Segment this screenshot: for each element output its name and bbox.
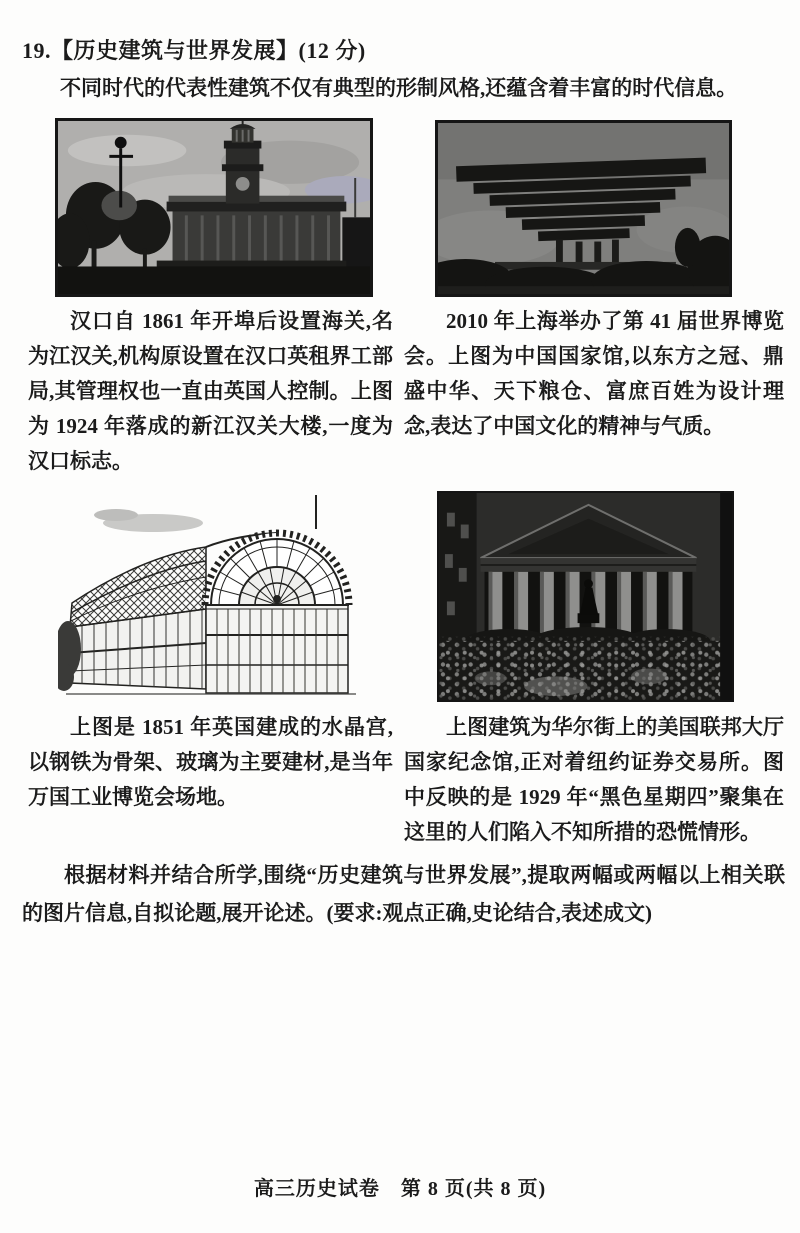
figure-federal-hall bbox=[437, 491, 734, 702]
figure-jianghan-customs-house bbox=[55, 118, 373, 297]
question-header bbox=[22, 34, 366, 65]
caption-jianghan-customs-house: 汉口自 1861 年开埠后设置海关,名为江汉关,机构原设置在汉口英租界工部局,其管理权也一直由英国人控制。上图为 1924 年落成的新江汉关大楼,一度为汉口标志。 bbox=[28, 309, 393, 473]
jianghan-customs-house-image bbox=[58, 121, 370, 294]
question-number: 19. bbox=[22, 38, 51, 63]
question-points: (12 分) bbox=[298, 38, 366, 63]
intro-paragraph: 不同时代的代表性建筑不仅有典型的形制风格,还蕴含着丰富的时代信息。 bbox=[60, 76, 738, 100]
page-footer: 高三历史试卷 第 8 页(共 8 页) bbox=[253, 1178, 547, 1200]
crystal-palace-image bbox=[58, 487, 362, 701]
china-pavilion-image bbox=[438, 123, 729, 294]
caption-china-pavilion: 2010 年上海举办了第 41 届世界博览会。上图为中国国家馆,以东方之冠、鼎盛中华、天下粮仓、富庶百姓为设计理念,表达了中国文化的精神与气质。 bbox=[404, 309, 784, 438]
task-paragraph: 根据材料并结合所学,围绕“历史建筑与世界发展”,提取两幅或两幅以上相关联的图片信息,自拟论题,展开论述。(要求:观点正确,史论结合,表述成文) bbox=[22, 863, 785, 925]
figure-china-pavilion bbox=[435, 120, 732, 297]
caption-crystal-palace: 上图是 1851 年英国建成的水晶宫,以钢铁为骨架、玻璃为主要建材,是当年万国工业博览会场地。 bbox=[28, 715, 393, 809]
caption-federal-hall: 上图建筑为华尔街上的美国联邦大厅国家纪念馆,正对着纽约证券交易所。图中反映的是 1929 年“黑色星期四”聚集在这里的人们陷入不知所措的恐慌情形。 bbox=[404, 715, 784, 844]
question-title: 【历史建筑与世界发展】 bbox=[51, 38, 299, 63]
federal-hall-image bbox=[439, 493, 732, 700]
figure-crystal-palace bbox=[58, 487, 362, 701]
